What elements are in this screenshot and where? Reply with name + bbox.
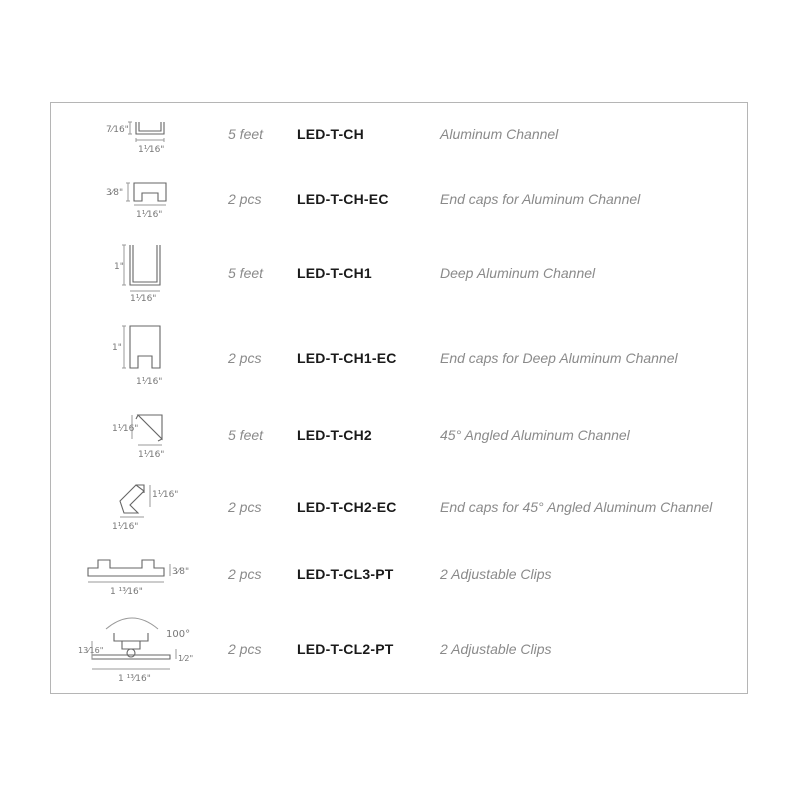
dim-width: 1¹⁄16" <box>130 294 157 304</box>
deep-end-cap-drawing <box>78 320 208 396</box>
part-number: LED-T-CH2-EC <box>297 499 397 515</box>
description: Aluminum Channel <box>440 126 559 142</box>
part-number: LED-T-CL3-PT <box>297 566 394 582</box>
dim-clip-height: 1⁄2" <box>178 654 194 663</box>
description: 45° Angled Aluminum Channel <box>440 427 630 443</box>
description: End caps for Deep Aluminum Channel <box>440 350 678 366</box>
dim-height: 1" <box>114 262 124 272</box>
dim-width: 1 ¹³⁄16" <box>110 587 143 597</box>
quantity: 5 feet <box>228 265 264 281</box>
table-row <box>0 262 800 304</box>
quantity: 2 pcs <box>228 566 262 582</box>
quantity: 2 pcs <box>228 191 262 207</box>
angled-end-cap-drawing <box>78 477 208 537</box>
part-number: LED-T-CH2 <box>297 427 372 443</box>
dim-width: 1¹⁄16" <box>136 377 163 387</box>
table-row <box>0 343 800 387</box>
description: End caps for Aluminum Channel <box>440 191 641 207</box>
quantity: 2 pcs <box>228 641 262 657</box>
dim-width: 1 ¹³⁄16" <box>118 674 151 684</box>
table-row <box>0 629 800 684</box>
table-row <box>0 424 800 460</box>
dim-height: 1¹⁄16" <box>152 490 179 500</box>
part-number: LED-T-CL2-PT <box>297 641 394 657</box>
angled-channel-drawing <box>78 407 208 463</box>
quantity: 5 feet <box>228 126 264 142</box>
adjustable-clip-drawing <box>78 607 208 691</box>
dim-height: 13⁄16" <box>78 646 104 655</box>
quantity: 2 pcs <box>228 499 262 515</box>
dim-width: 1¹⁄16" <box>136 210 163 220</box>
table-row <box>0 188 800 220</box>
dim-height: 7⁄16" <box>106 125 129 135</box>
clip-drawing <box>78 546 208 602</box>
table-row <box>0 490 800 532</box>
aluminum-channel-drawing <box>78 108 208 160</box>
dim-height: 3⁄8" <box>172 567 190 577</box>
dim-height: 1¹⁄16" <box>112 424 139 434</box>
description: End caps for 45° Angled Aluminum Channel <box>440 499 713 515</box>
description: 2 Adjustable Clips <box>440 641 552 657</box>
deep-channel-drawing <box>78 237 208 309</box>
table-row <box>0 566 800 597</box>
part-number: LED-T-CH1-EC <box>297 350 397 366</box>
description: 2 Adjustable Clips <box>440 566 552 582</box>
description: Deep Aluminum Channel <box>440 265 596 281</box>
part-number: LED-T-CH <box>297 126 364 142</box>
dim-width: 1¹⁄16" <box>138 145 165 155</box>
part-number: LED-T-CH1 <box>297 265 372 281</box>
dim-height: 3⁄8" <box>106 188 124 198</box>
dim-width: 1¹⁄16" <box>112 522 139 532</box>
end-cap-drawing <box>78 173 208 225</box>
dim-height: 1" <box>112 343 122 353</box>
part-number: LED-T-CH-EC <box>297 191 389 207</box>
quantity: 2 pcs <box>228 350 262 366</box>
quantity: 5 feet <box>228 427 264 443</box>
table-row <box>0 125 800 155</box>
dim-width: 1¹⁄16" <box>138 450 165 460</box>
dim-angle: 100° <box>166 629 191 640</box>
